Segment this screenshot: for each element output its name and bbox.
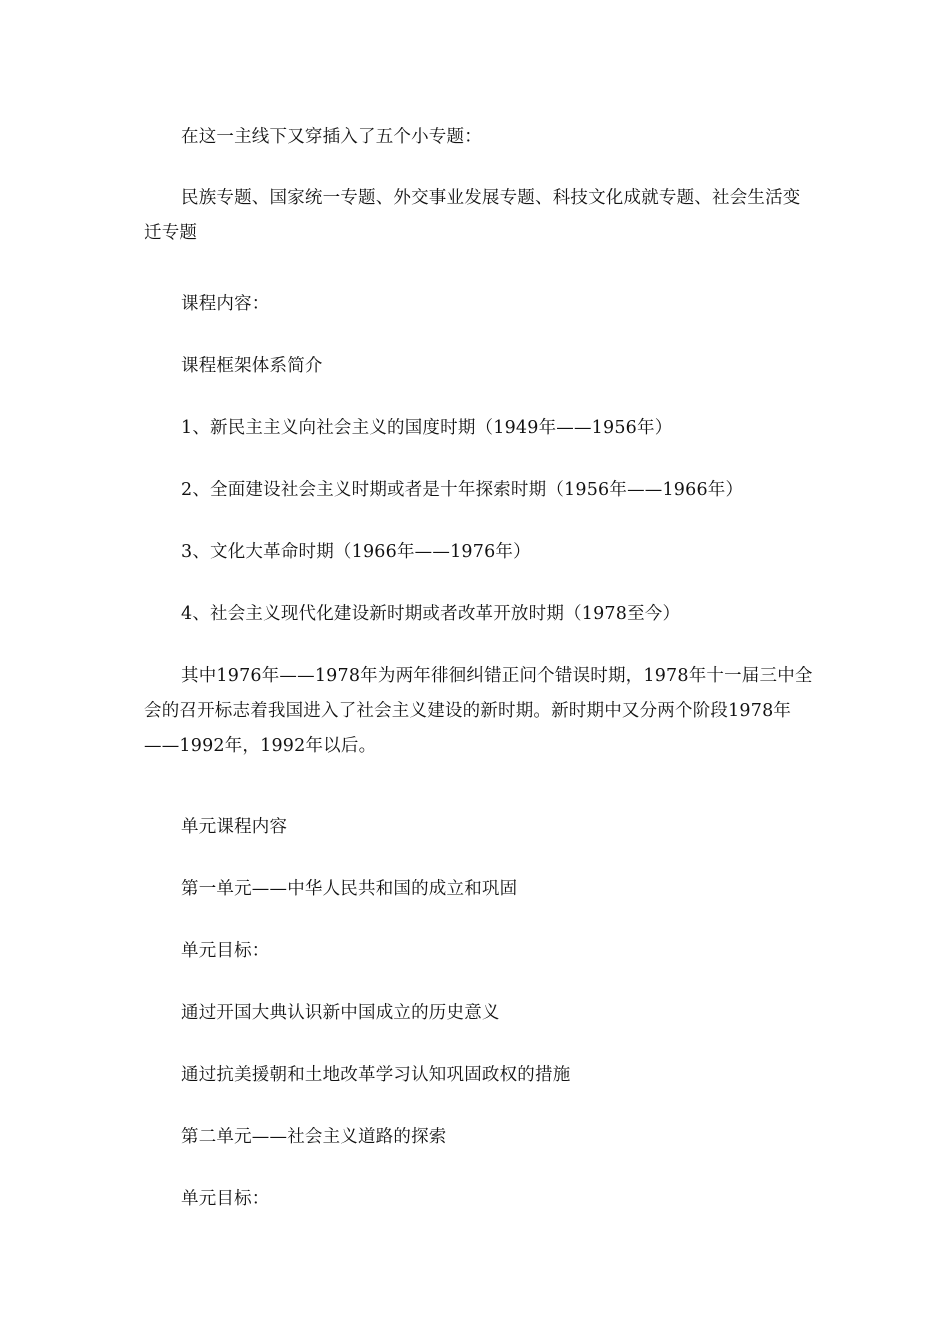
paragraph-period-2: 2、全面建设社会主义时期或者是十年探索时期（1956年——1966年） (181, 480, 744, 500)
paragraph-unit-content-heading: 单元课程内容 (181, 817, 288, 837)
paragraph-unit-1-title: 第一单元——中华人民共和国的成立和巩固 (181, 879, 518, 899)
paragraph-unit-1-goal-2: 通过抗美援朝和土地改革学习认知巩固政权的措施 (181, 1065, 571, 1085)
paragraph-unit-1-goal-1: 通过开国大典认识新中国成立的历史意义 (181, 1003, 500, 1023)
paragraph-unit-1-goals-heading: 单元目标： (181, 941, 270, 961)
paragraph-period-3: 3、文化大革命时期（1966年——1976年） (181, 542, 531, 562)
paragraph-topics-list: 民族专题、国家统一专题、外交事业发展专题、科技文化成就专题、社会生活变迁专题 (144, 188, 801, 243)
paragraph-framework-heading: 课程框架体系简介 (181, 356, 323, 376)
paragraph-period-1: 1、新民主主义向社会主义的国度时期（1949年——1956年） (181, 418, 673, 438)
paragraph-period-4: 4、社会主义现代化建设新时期或者改革开放时期（1978至今） (181, 604, 681, 624)
paragraph-transition-note: 其中1976年——1978年为两年徘徊纠错正问个错误时期，1978年十一届三中全会的召开标志着我国进入了社会主义建设的新时期。新时期中又分两个阶段1978年——1992年，1992年以后。 (144, 666, 813, 756)
paragraph-unit-2-title: 第二单元——社会主义道路的探索 (181, 1127, 447, 1147)
paragraph-topics-intro: 在这一主线下又穿插入了五个小专题： (181, 127, 482, 147)
paragraph-course-content-heading: 课程内容： (181, 294, 270, 314)
paragraph-unit-2-goals-heading: 单元目标： (181, 1189, 270, 1209)
